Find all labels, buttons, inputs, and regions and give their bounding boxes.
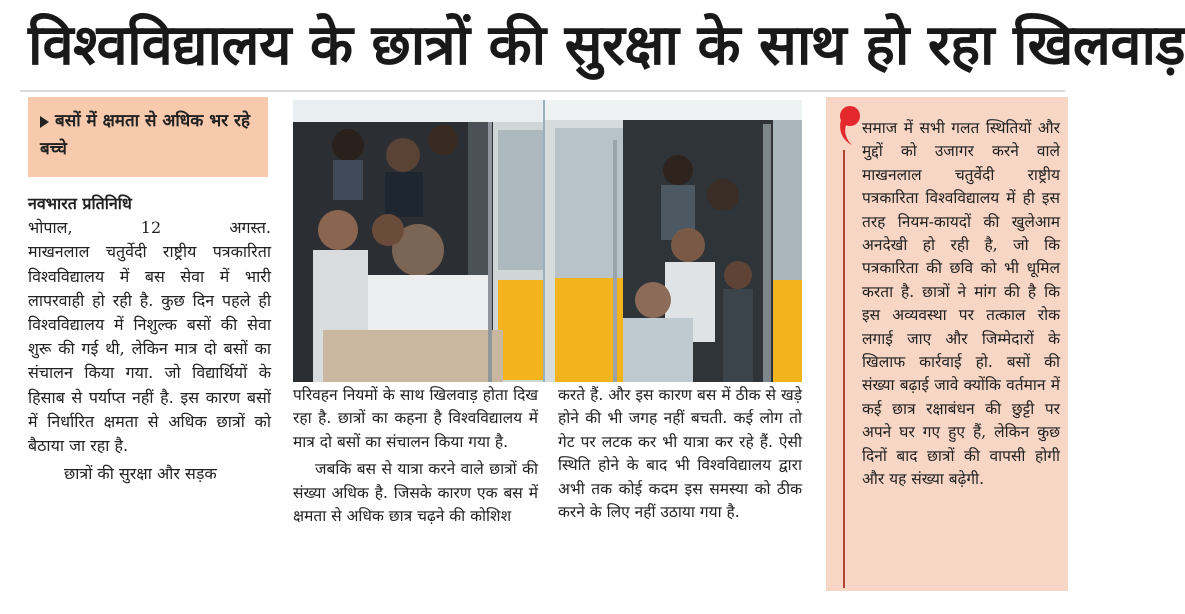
pull-quote-box <box>826 97 1068 591</box>
column-3-body: करते हैं. और इस कारण बस में ठीक से खड़े होने की भी जगह नहीं बचती. कई लोग तो गेट पर लटक कर भी यात्रा कर रहे हैं. ऐसी स्थिति होने के बाद भी विश्वविद्यालय द्वारा अभी तक कोई कदम इस समस्या को ठीक करने के लिए नहीं उठाया गया है. <box>558 386 802 522</box>
column-2-para-2: जबकि बस से यात्रा करने वाले छात्रों की संख्या अधिक है. जिसके कारण एक बस में क्षमता से अधिक छात्र चढ़ने की कोशिश <box>293 460 538 526</box>
pull-quote-rule <box>843 150 845 588</box>
byline: नवभारत प्रतिनिधि <box>28 194 132 213</box>
quote-mark-icon <box>834 103 860 147</box>
headline: विश्वविद्यालय के छात्रों की सुरक्षा के साथ हो रहा खिलवाड़ <box>28 13 1185 78</box>
highlight-text: बसों में क्षमता से अधिक भर रहे बच्चे <box>40 111 251 159</box>
article-column-2 <box>293 384 538 528</box>
pull-quote-text: समाज में सभी गलत स्थितियों और मुद्दों को उजागर करने वाले माखनलाल चतुर्वेदी राष्ट्रीय पत्रकारिता विश्वविद्यालय में ही इस तरह नियम-कायदों की खुलेआम अनदेखी हो रही है, जो कि पत्रकारिता की छवि को भी धूमिल करता है. छात्रों ने मांग की है कि इस अव्यवस्था पर तत्काल रोक लगाई जाए और जिम्मेदारों के खिलाफ कार्रवाई हो. बसों की संख्या बढ़ाई जावे क्योंकि वर्तमान में कई छात्र रक्षाबंधन की छुट्टी पर अपने घर गए हुए हैं, लेकिन कुछ दिनों बाद छात्रों की वापसी होगी और यह संख्या बढ़ेगी. <box>862 119 1060 489</box>
dateline-month: अगस्त. <box>229 218 271 238</box>
news-photo-students-on-bus <box>293 100 802 382</box>
column-1-continued: छात्रों की सुरक्षा और सड़क <box>64 464 217 484</box>
highlight-box <box>28 97 268 177</box>
dateline-place: भोपाल, <box>28 218 73 238</box>
article-column-3 <box>558 384 802 524</box>
column-2-para-1: परिवहन नियमों के साथ खिलवाड़ होता दिख रहा है. छात्रों का कहना है विश्वविद्यालय में मात्र दो बसों का संचालन किया गया है. <box>293 386 538 451</box>
dateline-day: 12 <box>140 218 162 238</box>
column-1-body: माखनलाल चतुर्वेदी राष्ट्रीय पत्रकारिता विश्वविद्यालय में बस सेवा में भारी लापरवाही हो रही है. कुछ दिन पहले ही विश्वविद्यालय में निशुल्क बसों की सेवा शुरू की गई थी, लेकिन मात्र दो बसों का संचालन किया गया. जो विद्यार्थियों के हिसाब से पर्याप्त नहीं है. इस कारण बसों में निर्धारित क्षमता से अधिक छात्रों को बैठाया जा रहा है. <box>28 242 271 456</box>
article-column-1 <box>28 192 271 486</box>
dateline <box>28 216 271 240</box>
headline-divider <box>20 90 1065 92</box>
bullet-triangle-icon <box>40 116 49 128</box>
